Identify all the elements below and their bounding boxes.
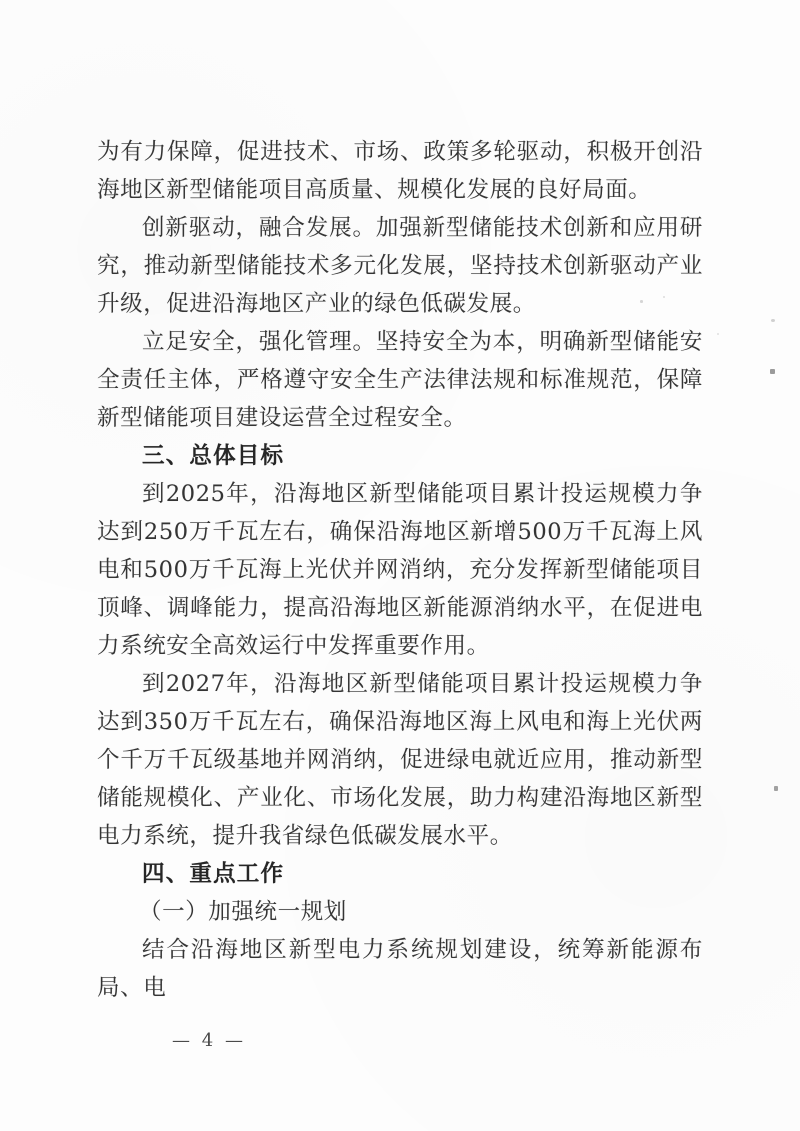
paragraph-goal-2025: 到2025年，沿海地区新型储能项目累计投运规模力争达到250万千瓦左右，确保沿海地区新增500万千瓦海上风电和500万千瓦海上光伏并网消纳，充分发挥新型储能项目顶峰、调峰能力，提高沿海地区新能源消纳水平，在促进电力系统安全高效运行中发挥重要作用。 [97, 481, 703, 659]
page-number: — 4 — [172, 1030, 246, 1051]
document-body [97, 133, 703, 1007]
paragraph-innovation-driven: 创新驱动，融合发展。加强新型储能技术创新和应用研究，推动新型储能技术多元化发展，坚持技术创新驱动产业升级，促进沿海地区产业的绿色低碳发展。 [97, 215, 703, 317]
scan-speckle-icon [770, 369, 775, 374]
section-heading-overall-goals: 三、总体目标 [142, 443, 285, 469]
paragraph-safety-first: 立足安全，强化管理。坚持安全为本，明确新型储能安全责任主体，严格遵守安全生产法律法规和标准规范，保障新型储能项目建设运营全过程安全。 [97, 329, 703, 431]
scan-speckle-icon [771, 319, 775, 322]
paragraph-goal-2027: 到2027年，沿海地区新型储能项目累计投运规模力争达到350万千瓦左右，确保沿海地区海上风电和海上光伏两个千万千瓦级基地并网消纳，促进绿电就近应用，推动新型储能规模化、产业化、市场化发展，助力构建沿海地区新型电力系统，提升我省绿色低碳发展水平。 [97, 671, 703, 849]
paragraph-continuation: 为有力保障，促进技术、市场、政策多轮驱动，积极开创沿海地区新型储能项目高质量、规模化发展的良好局面。 [97, 139, 703, 203]
paragraph-unified-planning-body: 结合沿海地区新型电力系统规划建设，统筹新能源布局、电 [97, 937, 703, 1001]
scan-speckle-icon [774, 786, 778, 791]
subsection-heading-unified-planning: （一）加强统一规划 [139, 899, 347, 925]
page-footer [0, 1030, 800, 1051]
scan-speckle-icon [717, 333, 719, 335]
section-heading-key-work: 四、重点工作 [142, 861, 285, 887]
